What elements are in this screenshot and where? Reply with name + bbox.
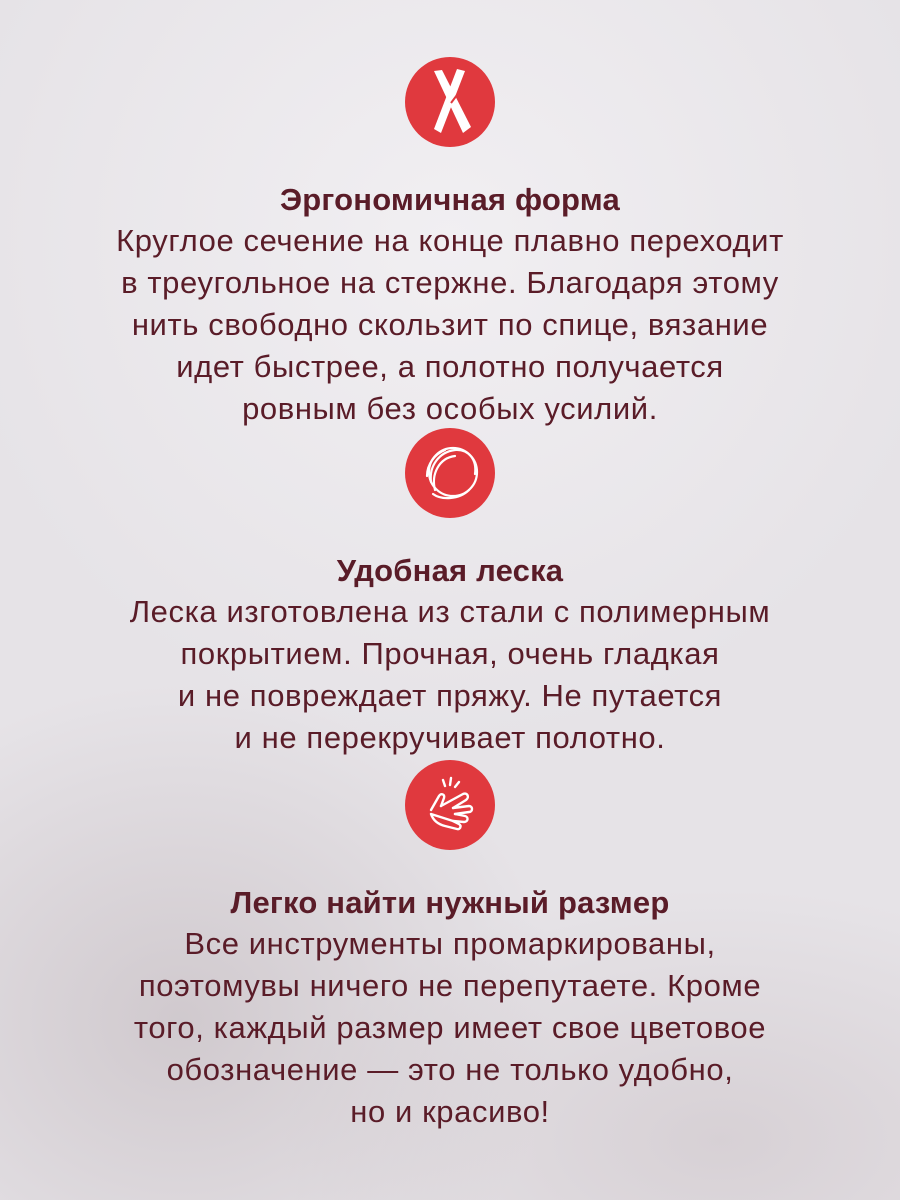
feature-description-line: ровным без особых усилий.: [242, 391, 658, 426]
feature-easy-size: [0, 760, 900, 1133]
feature-title: Эргономичная форма: [280, 182, 620, 217]
feature-description-line: и не перекручивает полотно.: [234, 720, 666, 755]
feature-description-line: нить свободно скользит по спице, вязание: [131, 307, 769, 342]
feature-ergonomic-shape: [0, 57, 900, 430]
finger-snap-icon: [405, 760, 495, 850]
feature-description: [0, 923, 900, 1133]
feature-description: [0, 220, 900, 430]
feature-title: Удобная леска: [336, 553, 564, 588]
feature-description-line: того, каждый размер имеет свое цветовое: [133, 1010, 767, 1045]
feature-description-line: покрытием. Прочная, очень гладкая: [180, 636, 720, 671]
feature-description-line: но и красиво!: [350, 1094, 550, 1129]
feature-title: Легко найти нужный размер: [230, 885, 670, 920]
feature-description-line: Круглое сечение на конце плавно переходит: [116, 223, 784, 258]
feature-description-line: Все инструменты промаркированы,: [184, 926, 716, 961]
feature-description-line: идет быстрее, а полотно получается: [176, 349, 724, 384]
feature-description-line: поэтомувы ничего не перепутаете. Кроме: [138, 968, 762, 1003]
feature-description-line: обозначение — это не только удобно,: [166, 1052, 734, 1087]
feature-comfortable-line: [0, 428, 900, 759]
coiled-line-icon: [405, 428, 495, 518]
needles-x-icon: [405, 57, 495, 147]
feature-description-line: в треугольное на стержне. Благодаря этому: [121, 265, 779, 300]
feature-description: [0, 591, 900, 759]
feature-description-line: Леска изготовлена из стали с полимерным: [129, 594, 771, 629]
feature-description-line: и не повреждает пряжу. Не путается: [177, 678, 723, 713]
